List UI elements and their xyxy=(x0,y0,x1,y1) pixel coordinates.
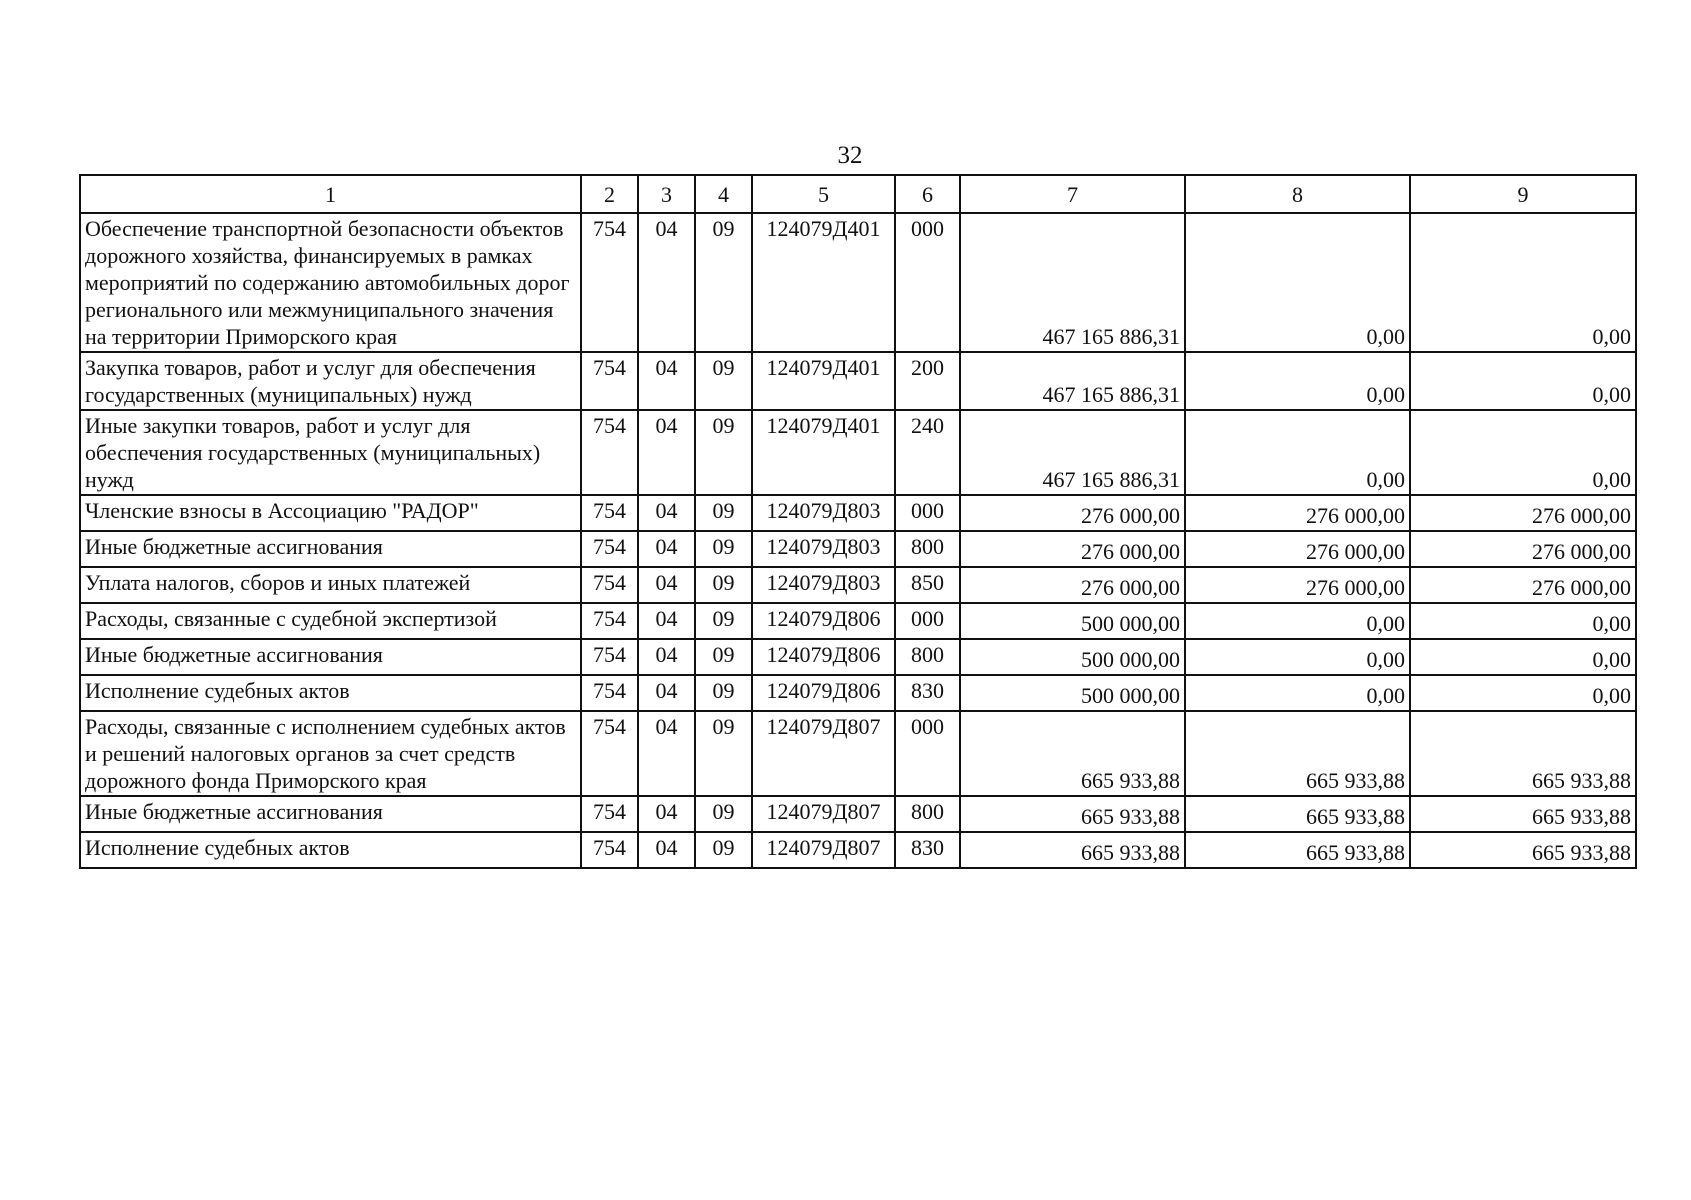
column-header: 1 xyxy=(80,175,581,213)
ministry-code: 754 xyxy=(581,531,638,567)
ministry-code: 754 xyxy=(581,675,638,711)
subsection-code: 09 xyxy=(695,531,752,567)
amount-col7: 276 000,00 xyxy=(960,495,1185,531)
amount-col9: 0,00 xyxy=(1410,213,1636,352)
kind-code: 830 xyxy=(895,675,960,711)
amount-col7: 665 933,88 xyxy=(960,711,1185,796)
table-row xyxy=(80,352,1636,410)
kind-code: 800 xyxy=(895,531,960,567)
table-row xyxy=(80,639,1636,675)
amount-col9: 276 000,00 xyxy=(1410,495,1636,531)
table-row xyxy=(80,567,1636,603)
kind-code: 000 xyxy=(895,213,960,352)
amount-col8: 665 933,88 xyxy=(1185,832,1410,868)
column-header: 3 xyxy=(638,175,695,213)
kind-code: 000 xyxy=(895,603,960,639)
target-code: 124079Д401 xyxy=(752,352,895,410)
ministry-code: 754 xyxy=(581,796,638,832)
subsection-code: 09 xyxy=(695,711,752,796)
kind-code: 800 xyxy=(895,639,960,675)
table-row xyxy=(80,213,1636,352)
section-code: 04 xyxy=(638,410,695,495)
column-header: 8 xyxy=(1185,175,1410,213)
row-name: Обеспечение транспортной безопасности объектов дорожного хозяйства, финансируемых в рамках мероприятий по содержанию автомобильных дорог регионального или межмуниципального значения на территории Приморского края xyxy=(80,213,581,352)
ministry-code: 754 xyxy=(581,603,638,639)
target-code: 124079Д806 xyxy=(752,639,895,675)
page-number: 32 xyxy=(837,142,863,169)
amount-col7: 467 165 886,31 xyxy=(960,213,1185,352)
amount-col9: 665 933,88 xyxy=(1410,796,1636,832)
column-header: 4 xyxy=(695,175,752,213)
row-name: Иные закупки товаров, работ и услуг для обеспечения государственных (муниципальных) нужд xyxy=(80,410,581,495)
amount-col7: 276 000,00 xyxy=(960,567,1185,603)
ministry-code: 754 xyxy=(581,410,638,495)
row-name: Иные бюджетные ассигнования xyxy=(80,639,581,675)
amount-col9: 665 933,88 xyxy=(1410,832,1636,868)
target-code: 124079Д803 xyxy=(752,567,895,603)
amount-col9: 0,00 xyxy=(1410,410,1636,495)
section-code: 04 xyxy=(638,675,695,711)
table-row xyxy=(80,410,1636,495)
subsection-code: 09 xyxy=(695,213,752,352)
row-name: Уплата налогов, сборов и иных платежей xyxy=(80,567,581,603)
column-header: 2 xyxy=(581,175,638,213)
subsection-code: 09 xyxy=(695,603,752,639)
amount-col9: 0,00 xyxy=(1410,675,1636,711)
kind-code: 000 xyxy=(895,711,960,796)
amount-col8: 665 933,88 xyxy=(1185,711,1410,796)
table-row xyxy=(80,832,1636,868)
section-code: 04 xyxy=(638,603,695,639)
target-code: 124079Д806 xyxy=(752,603,895,639)
row-name: Расходы, связанные с судебной экспертизой xyxy=(80,603,581,639)
row-name: Расходы, связанные с исполнением судебных актов и решений налоговых органов за счет средств дорожного фонда Приморского края xyxy=(80,711,581,796)
row-name: Закупка товаров, работ и услуг для обеспечения государственных (муниципальных) нужд xyxy=(80,352,581,410)
amount-col8: 0,00 xyxy=(1185,213,1410,352)
amount-col8: 0,00 xyxy=(1185,410,1410,495)
kind-code: 240 xyxy=(895,410,960,495)
amount-col9: 276 000,00 xyxy=(1410,567,1636,603)
target-code: 124079Д807 xyxy=(752,796,895,832)
section-code: 04 xyxy=(638,531,695,567)
amount-col8: 0,00 xyxy=(1185,603,1410,639)
subsection-code: 09 xyxy=(695,352,752,410)
column-header: 5 xyxy=(752,175,895,213)
ministry-code: 754 xyxy=(581,567,638,603)
subsection-code: 09 xyxy=(695,675,752,711)
section-code: 04 xyxy=(638,567,695,603)
header-row xyxy=(80,175,1636,213)
amount-col9: 665 933,88 xyxy=(1410,711,1636,796)
row-name: Членские взносы в Ассоциацию "РАДОР" xyxy=(80,495,581,531)
amount-col7: 665 933,88 xyxy=(960,832,1185,868)
section-code: 04 xyxy=(638,495,695,531)
kind-code: 000 xyxy=(895,495,960,531)
subsection-code: 09 xyxy=(695,410,752,495)
table-row xyxy=(80,531,1636,567)
amount-col8: 276 000,00 xyxy=(1185,567,1410,603)
amount-col8: 0,00 xyxy=(1185,639,1410,675)
ministry-code: 754 xyxy=(581,639,638,675)
row-name: Исполнение судебных актов xyxy=(80,832,581,868)
amount-col8: 0,00 xyxy=(1185,352,1410,410)
amount-col8: 276 000,00 xyxy=(1185,531,1410,567)
ministry-code: 754 xyxy=(581,711,638,796)
ministry-code: 754 xyxy=(581,213,638,352)
amount-col7: 500 000,00 xyxy=(960,639,1185,675)
column-header: 7 xyxy=(960,175,1185,213)
subsection-code: 09 xyxy=(695,567,752,603)
ministry-code: 754 xyxy=(581,352,638,410)
row-name: Иные бюджетные ассигнования xyxy=(80,531,581,567)
target-code: 124079Д401 xyxy=(752,410,895,495)
kind-code: 830 xyxy=(895,832,960,868)
subsection-code: 09 xyxy=(695,796,752,832)
kind-code: 850 xyxy=(895,567,960,603)
amount-col7: 500 000,00 xyxy=(960,603,1185,639)
amount-col8: 665 933,88 xyxy=(1185,796,1410,832)
amount-col7: 467 165 886,31 xyxy=(960,410,1185,495)
amount-col7: 500 000,00 xyxy=(960,675,1185,711)
kind-code: 200 xyxy=(895,352,960,410)
kind-code: 800 xyxy=(895,796,960,832)
amount-col9: 0,00 xyxy=(1410,603,1636,639)
amount-col7: 665 933,88 xyxy=(960,796,1185,832)
section-code: 04 xyxy=(638,352,695,410)
target-code: 124079Д807 xyxy=(752,832,895,868)
table-row xyxy=(80,603,1636,639)
amount-col8: 276 000,00 xyxy=(1185,495,1410,531)
section-code: 04 xyxy=(638,796,695,832)
target-code: 124079Д806 xyxy=(752,675,895,711)
amount-col9: 276 000,00 xyxy=(1410,531,1636,567)
table-row xyxy=(80,495,1636,531)
amount-col8: 0,00 xyxy=(1185,675,1410,711)
section-code: 04 xyxy=(638,639,695,675)
budget-table xyxy=(79,174,1637,869)
ministry-code: 754 xyxy=(581,832,638,868)
subsection-code: 09 xyxy=(695,832,752,868)
amount-col9: 0,00 xyxy=(1410,639,1636,675)
row-name: Иные бюджетные ассигнования xyxy=(80,796,581,832)
table-row xyxy=(80,796,1636,832)
table-row xyxy=(80,711,1636,796)
section-code: 04 xyxy=(638,832,695,868)
amount-col9: 0,00 xyxy=(1410,352,1636,410)
target-code: 124079Д401 xyxy=(752,213,895,352)
ministry-code: 754 xyxy=(581,495,638,531)
target-code: 124079Д803 xyxy=(752,495,895,531)
amount-col7: 276 000,00 xyxy=(960,531,1185,567)
subsection-code: 09 xyxy=(695,495,752,531)
section-code: 04 xyxy=(638,213,695,352)
target-code: 124079Д807 xyxy=(752,711,895,796)
target-code: 124079Д803 xyxy=(752,531,895,567)
subsection-code: 09 xyxy=(695,639,752,675)
column-header: 9 xyxy=(1410,175,1636,213)
amount-col7: 467 165 886,31 xyxy=(960,352,1185,410)
row-name: Исполнение судебных актов xyxy=(80,675,581,711)
section-code: 04 xyxy=(638,711,695,796)
column-header: 6 xyxy=(895,175,960,213)
table-row xyxy=(80,675,1636,711)
